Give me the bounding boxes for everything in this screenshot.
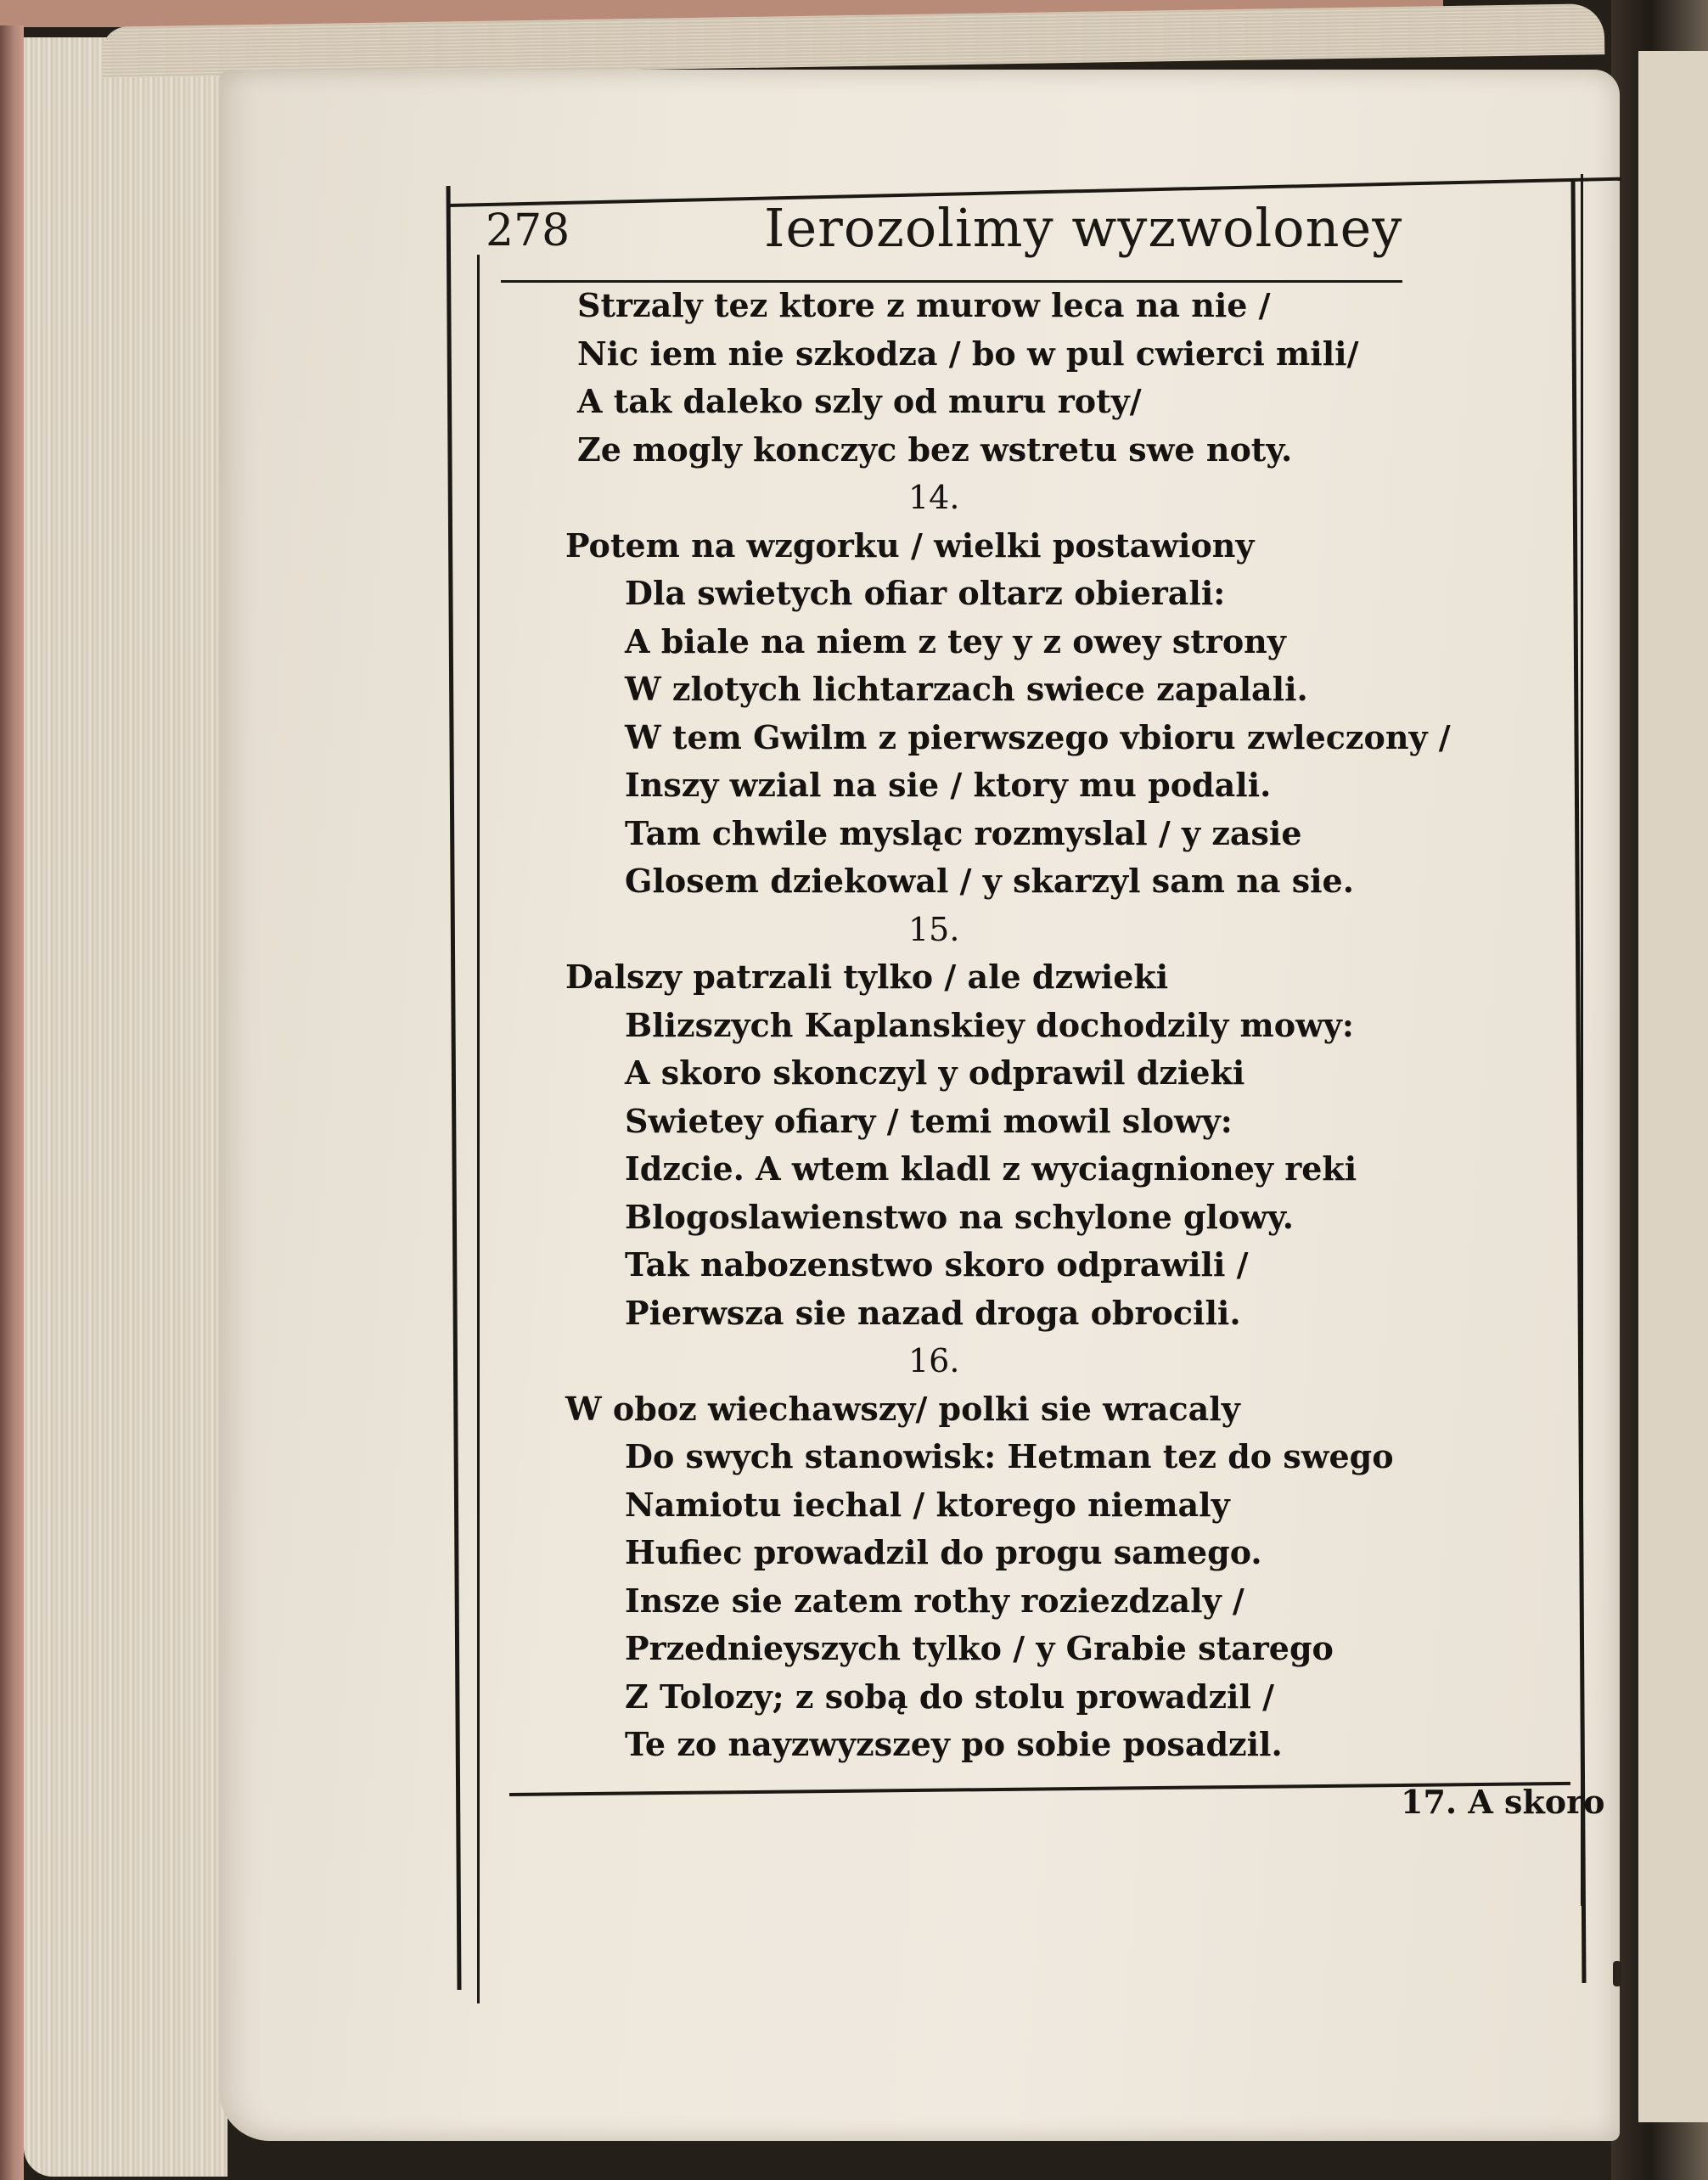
verse-line: Blogoslawienstwo na schylone glowy. bbox=[625, 1197, 1294, 1236]
verse-line: W tem Gwilm z pierwszego vbioru zwleczony / bbox=[625, 717, 1451, 756]
verse-line: Idzcie. A wtem kladl z wyciagnioney reki bbox=[625, 1149, 1357, 1188]
verse-line: W oboz wiechawszy/ polki sie wracaly bbox=[565, 1389, 1240, 1428]
poem-text bbox=[565, 282, 1511, 1769]
verse-line: Hufiec prowadzil do progu samego. bbox=[625, 1533, 1262, 1571]
verse-line: Namiotu iechal / ktorego niemaly bbox=[625, 1485, 1230, 1524]
stanza-number: 15. bbox=[908, 910, 960, 948]
verse-line: Nic iem nie szkodza / bo w pul cwierci mili/ bbox=[577, 334, 1359, 373]
verse-line: Insze sie zatem rothy roziezdzaly / bbox=[625, 1581, 1244, 1620]
verse-line: Strzaly tez ktore z murow leca na nie / bbox=[577, 286, 1271, 324]
verse-line: Potem na wzgorku / wielki postawiony bbox=[565, 525, 1255, 565]
catchword: 17. A skoro bbox=[1401, 1783, 1605, 1821]
verse-line: A skoro skonczyl y odprawil dzieki bbox=[625, 1053, 1245, 1092]
verse-line: A biale na niem z tey y z owey strony bbox=[625, 621, 1286, 660]
verse-line: Pierwsza sie nazad droga obrocili. bbox=[625, 1293, 1241, 1332]
verse-line: Dla swietych ofiar oltarz obierali: bbox=[625, 574, 1226, 612]
verse-line: Z Tolozy; z sobą do stolu prowadzil / bbox=[625, 1677, 1275, 1716]
verse-line: Tam chwile mysląc rozmyslal / y zasie bbox=[625, 813, 1302, 852]
verse-line: Dalszy patrzali tylko / ale dzwieki bbox=[565, 958, 1169, 996]
verse-line: Blizszych Kaplanskiey dochodzily mowy: bbox=[625, 1005, 1354, 1044]
verse-line: W zlotych lichtarzach swiece zapalali. bbox=[625, 670, 1308, 708]
stanza-number: 16. bbox=[908, 1342, 960, 1379]
page-edges bbox=[24, 37, 228, 2177]
verse-line: Glosem dziekowal / y skarzyl sam na sie. bbox=[625, 862, 1354, 900]
stanza-number: 14. bbox=[908, 479, 960, 516]
page-number: 278 bbox=[486, 205, 570, 256]
book-cover-left bbox=[0, 25, 24, 2180]
verse-line: A tak daleko szly od muru roty/ bbox=[577, 382, 1142, 420]
ink-mark bbox=[1613, 1961, 1621, 1986]
verse-line: Ze mogly konczyc bez wstretu swe noty. bbox=[577, 430, 1293, 469]
frame-inner-left-rule bbox=[477, 255, 480, 2003]
verse-line: Inszy wzial na sie / ktory mu podali. bbox=[625, 766, 1272, 804]
verse-line: Tak nabozenstwo skoro odprawili / bbox=[625, 1245, 1249, 1284]
verse-line: Do swych stanowisk: Hetman tez do swego bbox=[625, 1437, 1394, 1475]
facing-page-edge bbox=[1638, 51, 1708, 2122]
running-title: Ierozolimy wyzwoloney bbox=[764, 197, 1403, 259]
verse-line: Swietey ofiary / temi mowil slowy: bbox=[625, 1101, 1233, 1140]
verse-line: Przednieyszych tylko / y Grabie starego bbox=[625, 1629, 1334, 1667]
frame-inner-right-rule bbox=[1581, 174, 1583, 1906]
verse-line: Te zo nayzwyzszey po sobie posadzil. bbox=[625, 1725, 1283, 1763]
